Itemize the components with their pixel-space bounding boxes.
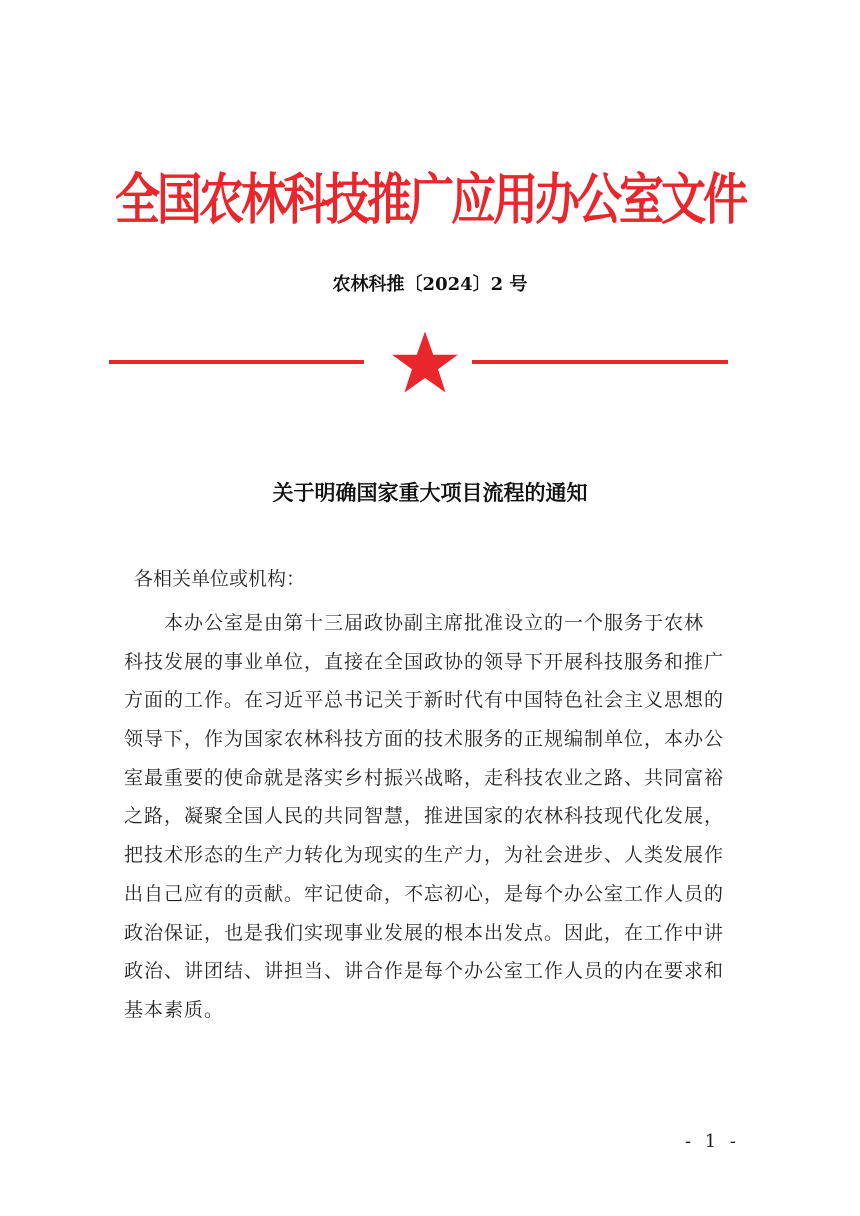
body-line: 政治、讲团结、讲担当、讲合作是每个办公室工作人员的内在要求和 — [124, 960, 725, 983]
body-line: 基本素质。 — [124, 998, 225, 1021]
body-line: 政治保证，也是我们实现事业发展的根本出发点。因此，在工作中讲 — [124, 921, 725, 944]
document-number: 农林科推〔2024〕2 号 — [332, 274, 528, 295]
body-line: 之路，凝聚全国人民的共同智慧，推进国家的农林科技现代化发展， — [124, 805, 725, 828]
body-line: 方面的工作。在习近平总书记关于新时代有中国特色社会主义思想的 — [124, 689, 725, 712]
body-line: 科技发展的事业单位，直接在全国政协的领导下开展科技服务和推广 — [124, 650, 725, 673]
body-line: 把技术形态的生产力转化为现实的生产力，为社会进步、人类发展作 — [124, 844, 725, 867]
star-icon — [390, 328, 460, 398]
salutation: 各相关单位或机构： — [134, 568, 306, 590]
left-red-divider — [109, 360, 364, 364]
body-line: 领导下，作为国家农林科技方面的技术服务的正规编制单位，本办公 — [124, 728, 725, 751]
notice-title: 关于明确国家重大项目流程的通知 — [272, 480, 588, 505]
body-line: 出自己应有的贡献。牢记使命，不忘初心，是每个办公室工作人员的 — [124, 882, 725, 905]
body-line: 室最重要的使命就是落实乡村振兴战略，走科技农业之路、共同富裕 — [124, 766, 725, 789]
issuer-title: 全国农林科技推广应用办公室文件 — [114, 167, 745, 232]
notice-body — [124, 604, 738, 1030]
body-line: 本办公室是由第十三届政协副主席批准设立的一个服务于农林 — [124, 612, 705, 634]
right-red-divider — [472, 360, 728, 364]
page-number: - 1 - — [684, 1131, 740, 1152]
